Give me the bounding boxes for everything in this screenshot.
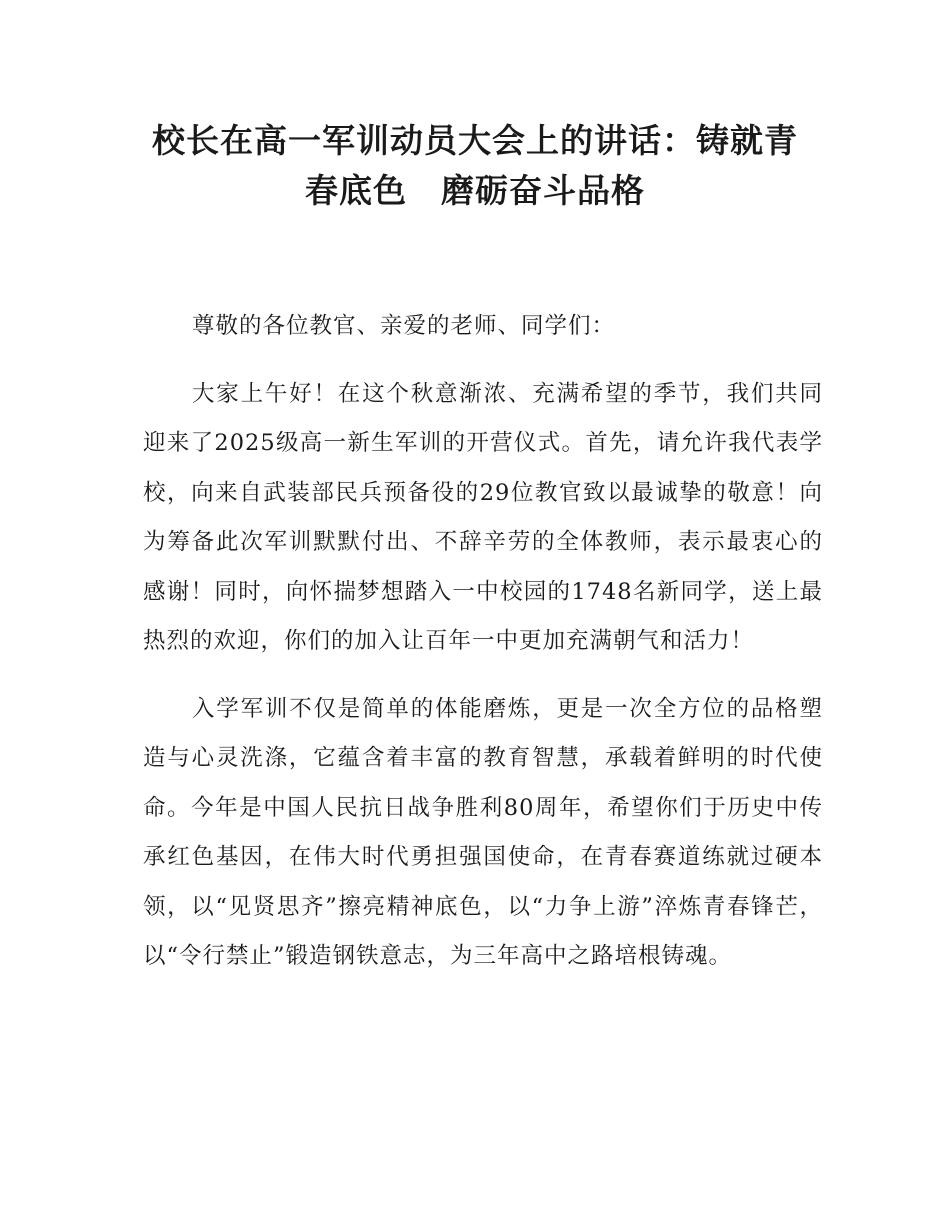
title-line-1: 校长在高一军训动员大会上的讲话：铸就青 [152, 121, 798, 160]
body-paragraph: 入学军训不仅是简单的体能磨炼，更是一次全方位的品格塑造与心灵洗涤，它蕴含着丰富的教育智慧，承载着鲜明的时代使命。今年是中国人民抗日战争胜利80周年，希望你们于历史中传承红色基因，在伟大时代勇担强国使命，在青春赛道练就过硬本领，以“见贤思齐”擦亮精神底色，以“力争上游”淬炼青春锋芒，以“令行禁止”锻造钢铁意志，为三年高中之路培根铸魂。 [143, 695, 823, 969]
title-line-2: 春底色 磨砺奋斗品格 [305, 171, 645, 210]
document-body [143, 302, 823, 1000]
greeting-paragraph: 尊敬的各位教官、亲爱的老师、同学们： [192, 313, 616, 339]
page-title [120, 116, 830, 216]
body-paragraph: 大家上午好！在这个秋意渐浓、充满希望的季节，我们共同迎来了2025级高一新生军训的开营仪式。首先，请允许我代表学校，向来自武装部民兵预备役的29位教官致以最诚挚的敬意！向为筹备此次军训默默付出、不辞辛劳的全体教师，表示最衷心的感谢！同时，向怀揣梦想踏入一中校园的1748名新同学，送上最热烈的欢迎，你们的加入让百年一中更加充满朝气和活力！ [143, 380, 823, 654]
